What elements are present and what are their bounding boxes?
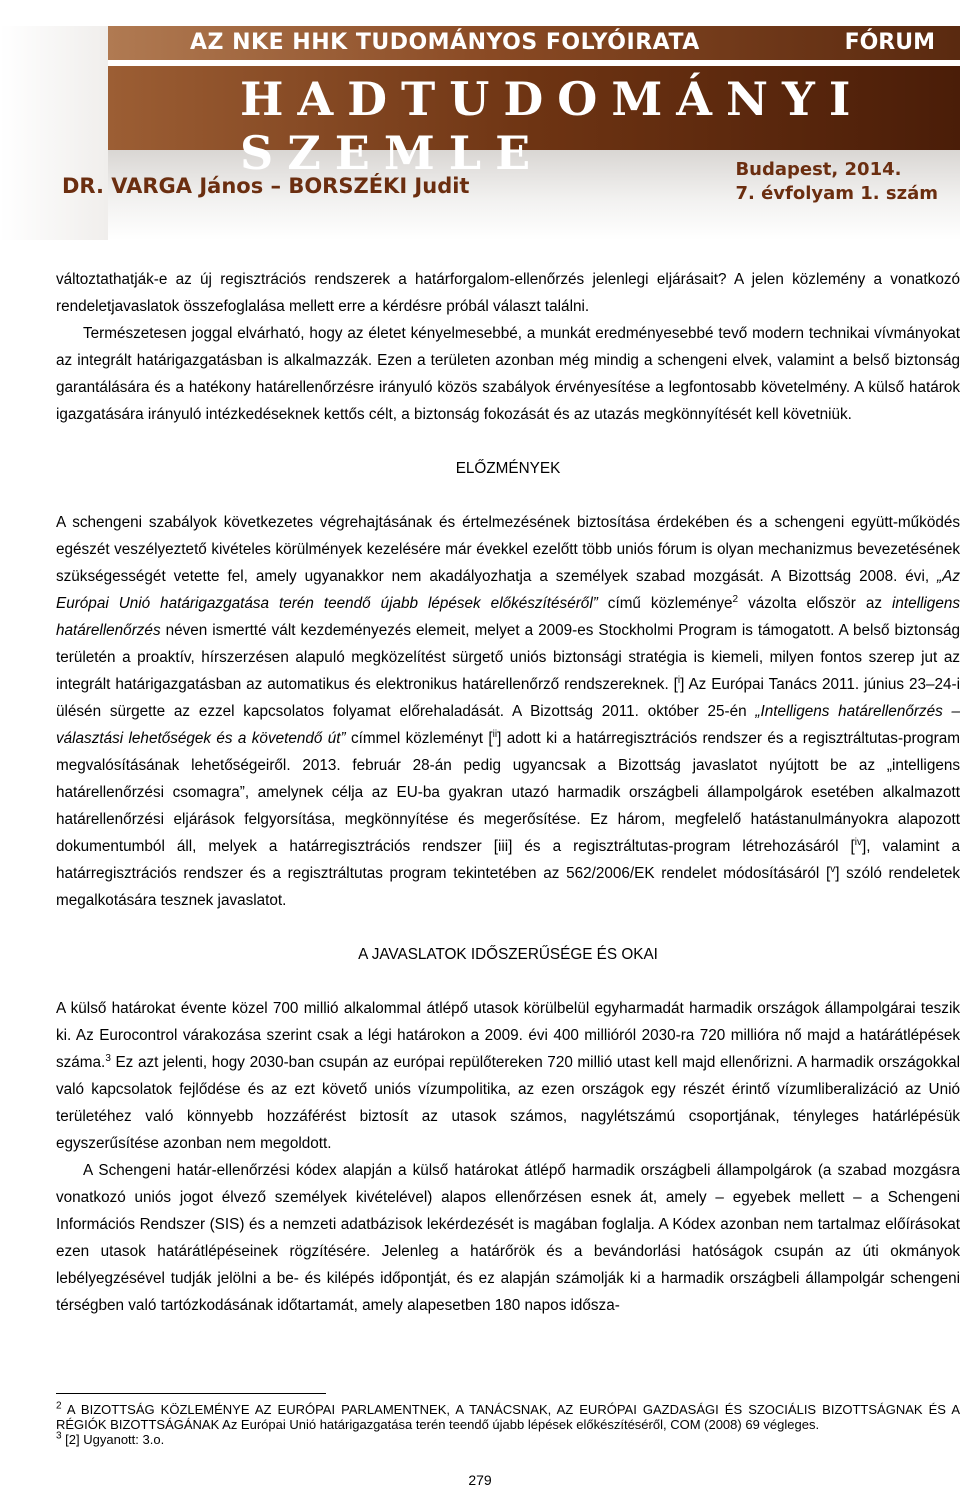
footnote-divider — [56, 1393, 326, 1394]
section-heading: ELŐZMÉNYEK — [455, 460, 561, 477]
footnote-ref[interactable]: 3 — [105, 1052, 111, 1064]
place-year: Budapest, 2014. — [735, 159, 902, 180]
text-run: ] szóló rendeletek megalkotására tesznek javaslatot. — [56, 865, 960, 909]
footnote-text: [2] Ugyanott: 3.o. — [61, 1432, 165, 1447]
volume-issue: 7. évfolyam 1. szám — [735, 183, 938, 204]
paragraph: Természetesen joggal elvárható, hogy az életet kényelmesebbé, a munkát eredményesebbé tevő modern technikai vívmányokat az integrált határigazgatásban is alkalmazzák. Ezen a területen azonban még mindig a schengeni elvek, valamint a belső biztonság garantálására és a hatékony határellenőrzésre irányuló közös szabályok érvényesítése a legfontosabb követelmény. A külső határok igazgatására irányuló intézkedéseknek kettős célt, a biztonság fokozását és az utazás megkönnyítését kell követniük. — [56, 325, 960, 423]
paragraph — [56, 995, 960, 1157]
footnote-text: A BIZOTTSÁG KÖZLEMÉNYE AZ EURÓPAI PARLAMENTNEK, A TANÁCSNAK, AZ EURÓPAI GAZDASÁGI ÉS SZOCIÁLIS BIZOTTSÁGNAK ÉS A RÉGIÓK BIZOTTSÁGÁNAK Az Európai Unió határigazgatása terén teendő újabb lépések előkészítéséről, COM (2008) 69 végleges. — [56, 1402, 960, 1432]
endnote-ref[interactable]: ii — [492, 728, 498, 740]
paragraph — [56, 509, 960, 914]
text-run: vázolta először az — [738, 595, 892, 612]
text-run: címmel közleményt [ — [345, 730, 493, 747]
footnote-number: 2 — [56, 1400, 62, 1412]
journal-title: HADTUDOMÁNYI SZEMLE — [240, 72, 865, 180]
footnote — [56, 1402, 960, 1432]
footnote-ref[interactable]: 2 — [732, 593, 739, 605]
header-side-shade — [0, 26, 108, 240]
footnotes — [56, 1402, 960, 1447]
publication-info — [735, 158, 938, 206]
text-run: A külső határokat évente közel 700 millió alkalommal átlépő utasok körülbelül egyharmadát harmadik országok állampolgárai teszik ki. Az Eurocontrol várakozása szerint csak a légi határokon a 2009. évi 400 millióról 2030-ra 720 millióra nő majd a határátlépések száma. — [56, 1000, 960, 1071]
section-name: FÓRUM — [844, 30, 935, 55]
footnote-number: 3 — [56, 1430, 62, 1442]
text-run: néven ismertté vált kezdeményezés elemeit, melyet a 2009-es Stockholmi Program is támogatott. A belső biztonság területén a proaktív, hírszerzésen alapuló megközelítést sürgető uniós biztonsági stratégia is kiemeli, milyen fontos szerep jut az integrált határigazgatásban az automatikus és elektronikus határellenőrző rendszereknek. [ — [56, 622, 960, 693]
paragraph: A Schengeni határ-ellenőrzési kódex alapján a külső határokat átlépő harmadik országbeli állampolgárok (a szabad mozgásra vonatkozó uniós jogot élvező személyek kivételével) alapos ellenőrzésen esnek át, amely – egyebek mellett – a Schengeni Információs Rendszer (SIS) és a nemzeti adatbázisok lekérdezését is magában foglalja. A Kódex azonban nem tartalmaz előírásokat ezen utasok határátlépéseinek rögzítésére. Jelenleg a határőrök és a bevándorlási hatóságok csupán az úti okmányok lebélyegzésével tudják jelölni a be- és kilépés időpontját, és ez alapján számolják ki a harmadik országbeli állampolgár schengeni térségben való tartózkodásának időtartamát, amely alapesetben 180 napos idősza- — [56, 1162, 960, 1314]
journal-name: AZ NKE HHK TUDOMÁNYOS FOLYÓIRATA — [190, 30, 700, 55]
footnote — [56, 1432, 960, 1447]
text-run: ], valamint a határregisztrációs rendszer és a regisztráltutas program tekintetében az 562/2006/EK rendelet módosításáról [ — [56, 838, 960, 882]
page-number: 279 — [468, 1472, 492, 1488]
text-run: A schengeni szabályok következetes végrehajtásának és értelmezésének biztosítása érdekében és a schengeni együtt-működés egészét veszélyeztető kivételes körülmények kezelésére már évekkel ezelőtt több uniós fórum is olyan mechanizmus bevezetésének szükségességét vetette fel, amely ugyanakkor nem akadályozhatja a személyek szabad mozgását. A Bizottság 2008. évi, — [56, 514, 960, 585]
text-run: című közleménye — [597, 595, 733, 612]
italic-term: intelligens határellenőrzés — [56, 595, 960, 639]
paragraph: változtathatják-e az új regisztrációs rendszerek a határforgalom-ellenőrzés jelenlegi eljárásait? A jelen közlemény a vonatkozó rendeletjavaslatok összefoglalása mellett erre a kérdésre próbál választ találni. — [56, 271, 960, 315]
authors: DR. VARGA János – BORSZÉKI Judit — [62, 174, 470, 198]
italic-title: „Intelligens határellenőrzés – választási lehetőségek és a követendő út” — [56, 703, 960, 747]
endnote-ref[interactable]: i — [677, 674, 681, 686]
article-body — [56, 266, 960, 1319]
journal-header — [0, 0, 960, 240]
endnote-ref[interactable]: v — [830, 863, 836, 875]
text-run: ] Az Európai Tanács 2011. június 23–24-i ülésén sürgette az ezzel kapcsolatos folyamat előrehaladását. A Bizottság 2011. október 25-én — [56, 676, 960, 720]
section-heading: A JAVASLATOK IDŐSZERŰSÉGE ÉS OKAI — [358, 946, 658, 963]
italic-title: „Az Európai Unió határigazgatása terén teendő újabb lépések előkészítéséről” — [56, 568, 960, 612]
text-run: ] adott ki a határregisztrációs rendszer és a regisztráltutas-program megvalósításának lehetőségeiről. 2013. február 28-án pedig ugyancsak a Bizottság javaslatot nyújtott be az „intelligens határellenőrzési csomagra”, amelynek célja az EU-ba gyakran utazó harmadik országbeli állampolgárok esetében alkalmazott határellenőrzési eljárások felgyorsítása, megkönnyítése és megerősítése. Ez három, megfelelő hatástanulmányokra alapozott dokumentumból áll, melyek a határregisztrációs rendszer [iii] és a regisztráltutas-program létrehozásáról [ — [56, 730, 960, 855]
text-run: Ez azt jelenti, hogy 2030-ban csupán az európai repülőtereken 720 millió utast kell majd ellenőrizni. A harmadik országokkal való kapcsolatok fejlődése és az ezt követő uniós vízumpolitika, az ezen országok egy részét érintő vízumliberalizáció az Unió területéhez való könnyebb hozzáférést biztosít az utasok számos, nagylétszámú csoportjának, tényleges határlépésük egyszerűsítése azonban nem megoldott. — [56, 1054, 960, 1152]
endnote-ref[interactable]: iv — [854, 836, 862, 848]
